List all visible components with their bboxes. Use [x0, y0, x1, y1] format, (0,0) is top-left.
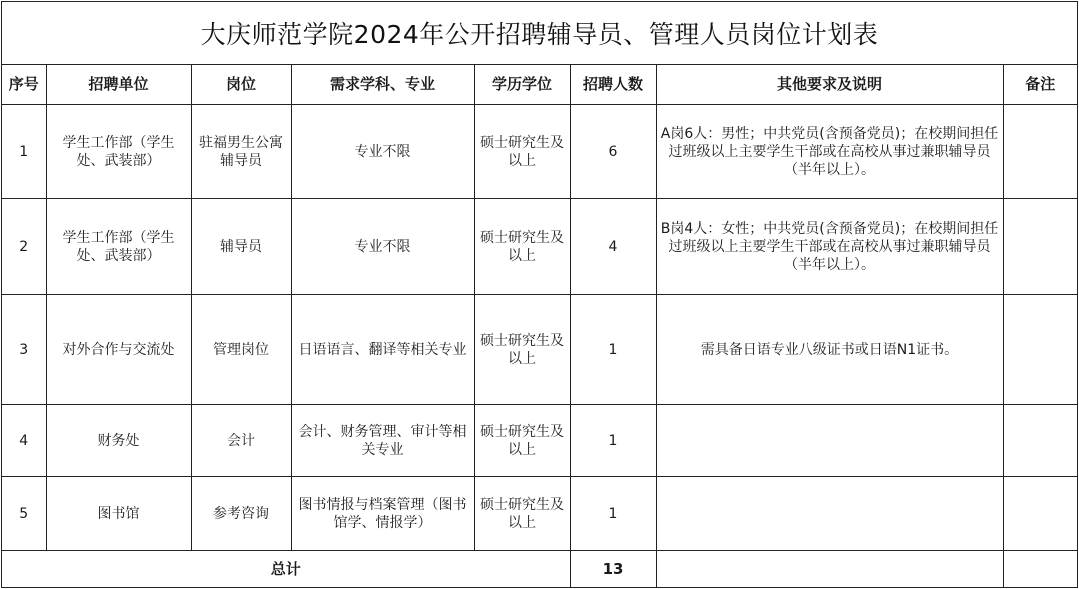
cell-position: 管理岗位: [191, 295, 291, 405]
table-row: [2, 199, 1077, 295]
cell-position: 参考咨询: [191, 477, 291, 551]
cell-unit: 学生工作部（学生处、武装部）: [46, 105, 191, 199]
cell-remarks: [1003, 477, 1077, 551]
cell-position: 辅导员: [191, 199, 291, 295]
total-row: [2, 551, 1077, 588]
cell-major: 会计、财务管理、审计等相关专业: [291, 405, 474, 477]
cell-position: 会计: [191, 405, 291, 477]
table-row: [2, 477, 1077, 551]
cell-unit: 图书馆: [46, 477, 191, 551]
cell-index: 5: [2, 477, 46, 551]
col-header-degree: 学历学位: [474, 64, 570, 105]
cell-index: 3: [2, 295, 46, 405]
col-header-count: 招聘人数: [570, 64, 656, 105]
cell-remarks: [1003, 199, 1077, 295]
col-header-major: 需求学科、专业: [291, 64, 474, 105]
page-title: 大庆师范学院2024年公开招聘辅导员、管理人员岗位计划表: [2, 2, 1077, 65]
col-header-unit: 招聘单位: [46, 64, 191, 105]
cell-unit: 对外合作与交流处: [46, 295, 191, 405]
cell-unit: 财务处: [46, 405, 191, 477]
cell-requirements: B岗4人：女性；中共党员(含预备党员)；在校期间担任过班级以上主要学生干部或在高校从事过兼职辅导员（半年以上）。: [656, 199, 1003, 295]
header-row: [2, 64, 1077, 105]
recruitment-plan-table: [2, 64, 1077, 587]
cell-count: 1: [570, 477, 656, 551]
col-header-position: 岗位: [191, 64, 291, 105]
recruitment-plan-sheet: [1, 1, 1078, 588]
total-count: 13: [570, 551, 656, 588]
cell-degree: 硕士研究生及以上: [474, 405, 570, 477]
cell-remarks: [1003, 405, 1077, 477]
cell-requirements: 需具备日语专业八级证书或日语N1证书。: [656, 295, 1003, 405]
cell-major: 专业不限: [291, 199, 474, 295]
cell-requirements: [656, 405, 1003, 477]
col-header-requirements: 其他要求及说明: [656, 64, 1003, 105]
table-row: [2, 105, 1077, 199]
cell-requirements: A岗6人：男性；中共党员(含预备党员)；在校期间担任过班级以上主要学生干部或在高校从事过兼职辅导员（半年以上）。: [656, 105, 1003, 199]
cell-unit: 学生工作部（学生处、武装部）: [46, 199, 191, 295]
cell-remarks: [1003, 295, 1077, 405]
col-header-index: 序号: [2, 64, 46, 105]
col-header-remarks: 备注: [1003, 64, 1077, 105]
total-label: 总计: [2, 551, 570, 588]
total-remarks-empty: [1003, 551, 1077, 588]
cell-count: 6: [570, 105, 656, 199]
cell-degree: 硕士研究生及以上: [474, 199, 570, 295]
cell-degree: 硕士研究生及以上: [474, 295, 570, 405]
cell-count: 4: [570, 199, 656, 295]
cell-degree: 硕士研究生及以上: [474, 477, 570, 551]
cell-index: 1: [2, 105, 46, 199]
cell-major: 专业不限: [291, 105, 474, 199]
cell-requirements: [656, 477, 1003, 551]
table-row: [2, 405, 1077, 477]
cell-major: 图书情报与档案管理（图书馆学、情报学）: [291, 477, 474, 551]
total-requirements-empty: [656, 551, 1003, 588]
table-row: [2, 295, 1077, 405]
cell-remarks: [1003, 105, 1077, 199]
cell-count: 1: [570, 405, 656, 477]
cell-index: 4: [2, 405, 46, 477]
cell-major: 日语语言、翻译等相关专业: [291, 295, 474, 405]
cell-index: 2: [2, 199, 46, 295]
cell-degree: 硕士研究生及以上: [474, 105, 570, 199]
cell-count: 1: [570, 295, 656, 405]
cell-position: 驻福男生公寓辅导员: [191, 105, 291, 199]
